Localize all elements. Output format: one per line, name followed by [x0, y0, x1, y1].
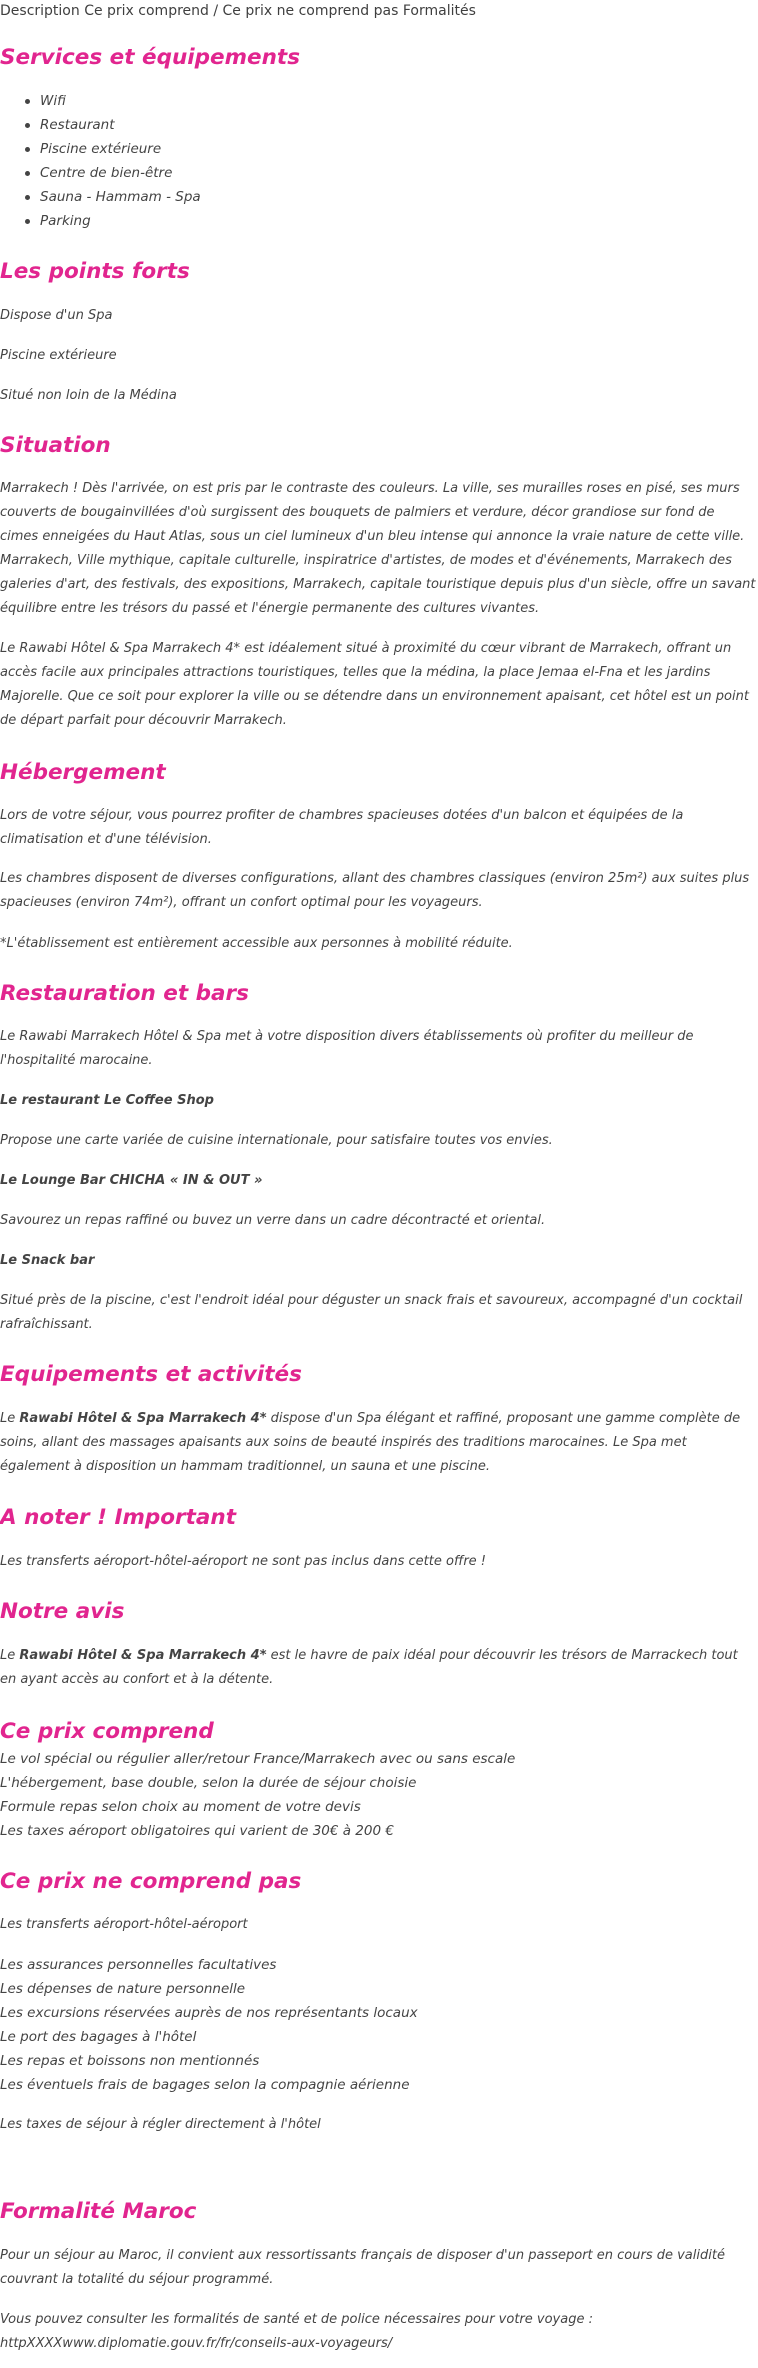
- point-fort-item: Piscine extérieure: [0, 348, 117, 363]
- tab-prix[interactable]: Ce prix comprend / Ce prix ne comprend pas: [84, 3, 399, 19]
- situation-paragraph-1: Marrakech ! Dès l'arrivée, on est pris par le contraste des couleurs. La ville, ses murailles roses en pisé, ses murs couverts de bougainvillées d'où surgissent des bouquets de palmiers et verdure, décor grandiose sur fond de cimes enneigées du Haut Atlas, sous un ciel lumineux d'un bleu intense qui annonce la vraie nature de cette ville. Marrakech, Ville mythique, capitale culturelle, inspiratrice d'artistes, de modes et d'événements, Marrakech des galeries d'art, des festivals, des expositions, Marrakech, capitale touristique depuis plus d'un siècle, offre un savant équilibre entre les trésors du passé et l'énergie permanente des cultures vivantes.: [0, 481, 756, 616]
- avis-title: Notre avis: [0, 1599, 125, 1624]
- restaurant-name: Le Lounge Bar CHICHA « IN & OUT »: [0, 1173, 263, 1188]
- list-item: Les taxes aéroport obligatoires qui varient de 30€ à 200 €: [0, 1823, 394, 1839]
- point-fort-item: Dispose d'un Spa: [0, 308, 113, 323]
- list-item: Centre de bien-être: [0, 161, 756, 185]
- list-item: Piscine extérieure: [0, 137, 756, 161]
- restaurant-name: Le Snack bar: [0, 1253, 95, 1268]
- list-item: L'hébergement, base double, selon la durée de séjour choisie: [0, 1775, 417, 1791]
- list-item: Les éventuels frais de bagages selon la compagnie aérienne: [0, 2077, 410, 2093]
- points-forts-section: [0, 257, 756, 287]
- list-item: Sauna - Hammam - Spa: [0, 185, 756, 209]
- points-forts-title: Les points forts: [0, 259, 190, 284]
- point-fort-item: Situé non loin de la Médina: [0, 388, 177, 403]
- hebergement-paragraph-1: Lors de votre séjour, vous pourrez profiter de chambres spacieuses dotées d'un balcon et équipées de la climatisation et d'une télévision.: [0, 808, 684, 847]
- situation-title: Situation: [0, 433, 111, 458]
- formalite-title: Formalité Maroc: [0, 2199, 197, 2224]
- restaurant-name: Le restaurant Le Coffee Shop: [0, 1093, 214, 1108]
- list-item: Wifi: [0, 89, 756, 113]
- avis-paragraph: Le Rawabi Hôtel & Spa Marrakech 4* est le havre de paix idéal pour découvrir les trésors de Marrackech tout en ayant accès au confort et à la détente.: [0, 1648, 738, 1687]
- list-item: Le port des bagages à l'hôtel: [0, 2029, 197, 2045]
- hebergement-note: *L'établissement est entièrement accessible aux personnes à mobilité réduite.: [0, 936, 513, 951]
- formalite-paragraph-1: Pour un séjour au Maroc, il convient aux ressortissants français de disposer d'un passeport en cours de validité couvrant la totalité du séjour programmé.: [0, 2248, 725, 2287]
- restaurant-description: Savourez un repas raffiné ou buvez un verre dans un cadre décontracté et oriental.: [0, 1213, 546, 1228]
- hebergement-title: Hébergement: [0, 760, 166, 785]
- formalite-link[interactable]: httpXXXXwww.diplomatie.gouv.fr/fr/conseils-aux-voyageurs/: [0, 2336, 393, 2351]
- restaurant-description: Propose une carte variée de cuisine internationale, pour satisfaire toutes vos envies.: [0, 1133, 553, 1148]
- list-item: Les dépenses de nature personnelle: [0, 1981, 246, 1997]
- equipements-paragraph: Le Rawabi Hôtel & Spa Marrakech 4* dispose d'un Spa élégant et raffiné, proposant une gamme complète de soins, allant des massages apaisants aux soins de beauté inspirés des traditions marocaines. Le Spa met également à disposition un hammam traditionnel, un sauna et une piscine.: [0, 1411, 741, 1474]
- list-item: Restaurant: [0, 113, 756, 137]
- list-item: Parking: [0, 209, 756, 233]
- list-item: Formule repas selon choix au moment de votre devis: [0, 1799, 361, 1815]
- restauration-intro: Le Rawabi Marrakech Hôtel & Spa met à votre disposition divers établissements où profiter du meilleur de l'hospitalité marocaine.: [0, 1029, 694, 1068]
- tab-bar: [0, 0, 476, 22]
- equipements-title: Equipements et activités: [0, 1362, 302, 1387]
- services-title: Services et équipements: [0, 45, 300, 70]
- noter-text: Les transferts aéroport-hôtel-aéroport ne sont pas inclus dans cette offre !: [0, 1554, 487, 1569]
- ne-comprend-title: Ce prix ne comprend pas: [0, 1869, 302, 1894]
- comprend-list: [0, 1747, 756, 1843]
- list-item: Les assurances personnelles facultatives: [0, 1957, 277, 1973]
- restauration-title: Restauration et bars: [0, 981, 249, 1006]
- ne-comprend-last: Les taxes de séjour à régler directement à l'hôtel: [0, 2117, 321, 2132]
- hotel-name: Rawabi Hôtel & Spa Marrakech 4*: [19, 1411, 267, 1426]
- tab-description[interactable]: Description: [0, 3, 80, 19]
- ne-comprend-first: Les transferts aéroport-hôtel-aéroport: [0, 1917, 248, 1932]
- tab-formalites[interactable]: Formalités: [402, 3, 476, 19]
- list-item: Le vol spécial ou régulier aller/retour France/Marrakech avec ou sans escale: [0, 1751, 516, 1767]
- list-item: Les excursions réservées auprès de nos représentants locaux: [0, 2005, 418, 2021]
- list-item: Les repas et boissons non mentionnés: [0, 2053, 260, 2069]
- services-section: [0, 43, 756, 73]
- comprend-title: Ce prix comprend: [0, 1719, 214, 1744]
- ne-comprend-list: [0, 1953, 756, 2097]
- noter-title: A noter ! Important: [0, 1505, 236, 1530]
- situation-paragraph-2: Le Rawabi Hôtel & Spa Marrakech 4* est idéalement situé à proximité du cœur vibrant de Marrakech, offrant un accès facile aux principales attractions touristiques, telles que la médina, la place Jemaa el-Fna et les jardins Majorelle. Que ce soit pour explorer la ville ou se détendre dans un environnement apaisant, cet hôtel est un point de départ parfait pour découvrir Marrakech.: [0, 641, 749, 728]
- hebergement-paragraph-2: Les chambres disposent de diverses configurations, allant des chambres classiques (environ 25m²) aux suites plus spacieuses (environ 74m²), offrant un confort optimal pour les voyageurs.: [0, 871, 750, 910]
- hotel-name: Rawabi Hôtel & Spa Marrakech 4*: [19, 1648, 267, 1663]
- formalite-paragraph-2: Vous pouvez consulter les formalités de santé et de police nécessaires pour votre voyage :: [0, 2312, 593, 2327]
- restaurant-description: Situé près de la piscine, c'est l'endroit idéal pour déguster un snack frais et savoureux, accompagné d'un cocktail rafraîchissant.: [0, 1293, 743, 1332]
- services-list: [0, 89, 756, 233]
